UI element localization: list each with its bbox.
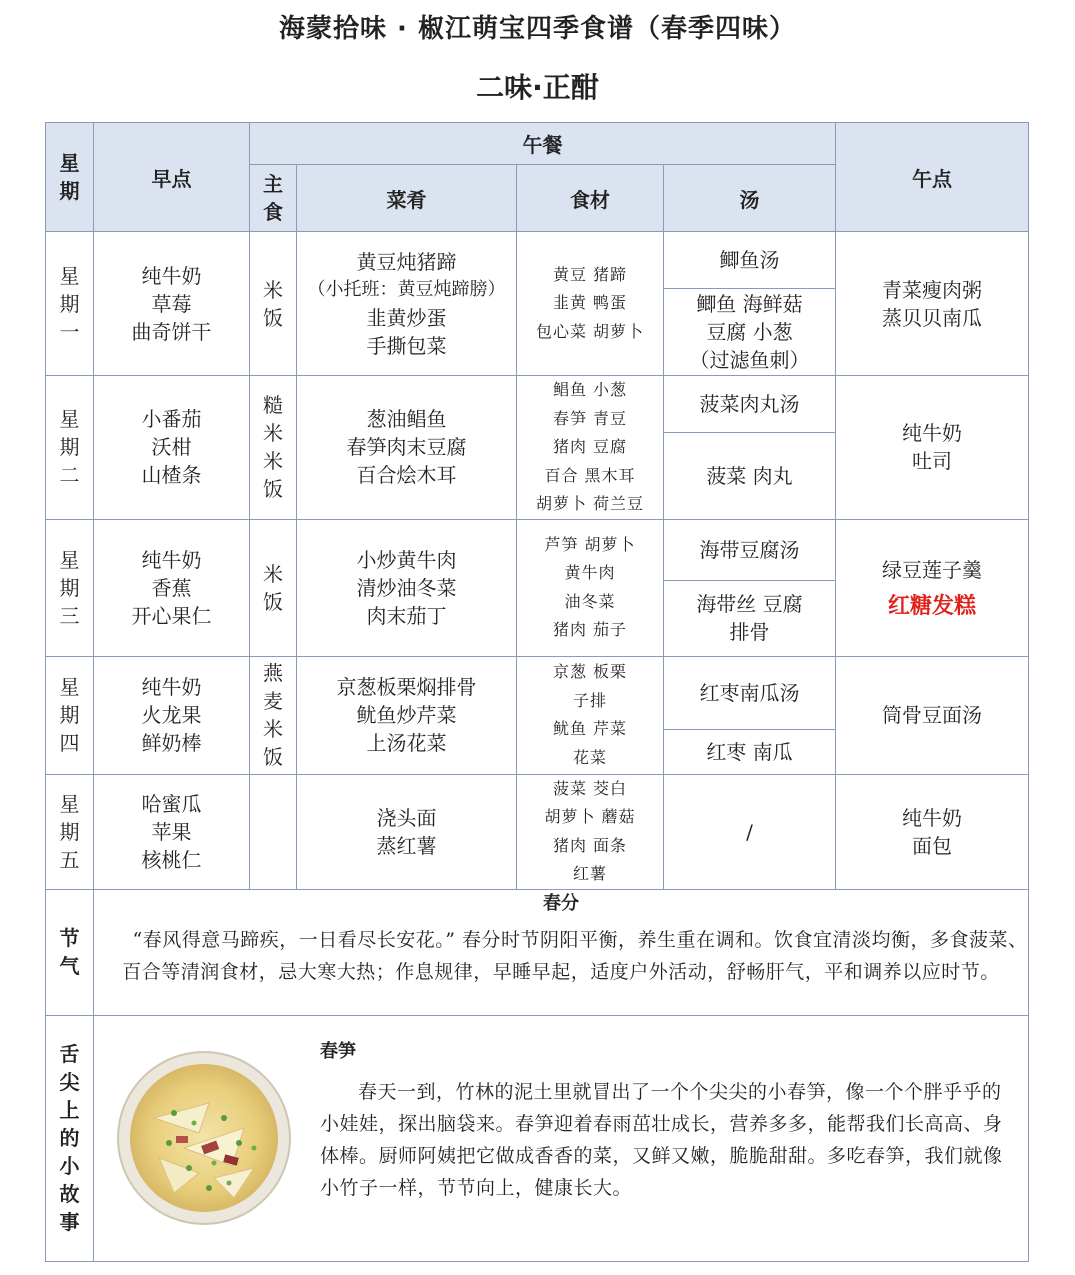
- soup-cell: [664, 232, 836, 376]
- snack-item: 绿豆莲子羹: [882, 557, 982, 582]
- story-label: [46, 1015, 94, 1261]
- dishes-cell: [297, 376, 517, 520]
- menu-row: [46, 232, 1029, 376]
- breakfast-cell: [94, 774, 250, 889]
- day-label: 星 期 三: [59, 547, 80, 628]
- staple-cell: [250, 232, 297, 376]
- soup-cell: /: [664, 774, 836, 889]
- day-cell: [46, 774, 94, 889]
- staple-label: 糙 米 米 饭: [263, 393, 283, 502]
- header-lunch: 午餐: [250, 123, 836, 165]
- soup-ingredients: [664, 730, 835, 774]
- soup-ingredient-item: 海带丝 豆腐: [696, 592, 803, 616]
- dish-item: 蒸红薯: [376, 833, 437, 858]
- dish-item: 韭黄炒蛋: [366, 305, 447, 330]
- ingredient-item: 胡萝卜 荷兰豆: [535, 494, 645, 513]
- snack-cell: [836, 656, 1029, 774]
- story-text: 春天一到，竹林的泥土里就冒出了一个个尖尖的小春笋，像一个个胖乎乎的小娃娃，探出脑袋来。春笋迎着春雨茁壮成长，营养多多，能帮我们长高高、身体棒。厨师阿姨把它做成香香的菜，又鲜又嫩，脆脆甜甜。多吃春笋，我们就像小竹子一样，节节向上，健康长大。: [320, 1080, 1003, 1199]
- story-label-text: 舌 尖 上 的 小 故 事: [59, 1042, 80, 1234]
- ingredients-cell: [517, 656, 664, 774]
- day-cell: [46, 519, 94, 656]
- story-heading: 春笋: [320, 1040, 356, 1062]
- ingredients-cell: [517, 232, 664, 376]
- soup-name: 红枣南瓜汤: [664, 657, 835, 730]
- ingredient-item: 花菜: [572, 747, 607, 767]
- soup-ingredient-item: 菠菜 肉丸: [706, 463, 793, 488]
- dish-item: 清炒油冬菜: [356, 575, 457, 600]
- snack-cell: [836, 519, 1029, 656]
- solar-term-text: “春风得意马蹄疾，一日看尽长安花。” 春分时节阴阳平衡，养生重在调和。饮食宜清淡均衡，多食菠菜、百合等清润食材，忌大寒大热；作息规律，早睡早起，适度户外活动，舒畅肝气，平和调养以应时节。: [122, 928, 1028, 983]
- ingredient-item: 鲳鱼 小葱: [552, 380, 628, 399]
- dish-item: 京葱板栗焖排骨: [336, 675, 477, 699]
- solar-term-row: [46, 889, 1029, 1015]
- header-ingredients: 食材: [517, 165, 664, 232]
- staple-cell: [250, 774, 297, 889]
- dish-item: 葱油鲳鱼: [366, 407, 447, 432]
- ingredients-cell: [517, 376, 664, 520]
- snack-highlight: 红糖发糕: [887, 592, 976, 619]
- menu-body: [46, 232, 1029, 890]
- ingredient-item: 包心菜 胡萝卜: [535, 321, 645, 341]
- soup-ingredient-item: 豆腐 小葱: [706, 320, 793, 344]
- menu-row: [46, 774, 1029, 889]
- dishes-cell: [297, 232, 517, 376]
- dish-item: 百合烩木耳: [356, 463, 457, 488]
- menu-row: [46, 519, 1029, 656]
- ingredients-cell: [517, 519, 664, 656]
- ingredient-item: 芦笋 胡萝卜: [544, 534, 636, 554]
- ingredient-item: 百合 黑木耳: [544, 465, 636, 485]
- breakfast-item: 哈蜜瓜: [141, 791, 202, 816]
- breakfast-item: 香蕉: [151, 575, 192, 600]
- day-cell: [46, 656, 94, 774]
- dish-item: 黄豆炖猪蹄: [356, 249, 457, 274]
- day-cell: [46, 232, 94, 376]
- breakfast-item: 纯牛奶: [141, 675, 202, 699]
- snack-cell: [836, 232, 1029, 376]
- ingredient-item: 菠菜 茭白: [552, 778, 628, 798]
- ingredient-item: 鱿鱼 芹菜: [552, 719, 628, 738]
- ingredient-item: 春笋 青豆: [552, 408, 628, 428]
- header-day-text: 星 期: [59, 151, 80, 203]
- snack-item: 青菜瘦肉粥: [882, 277, 982, 302]
- soup-ingredient-item: 红枣 南瓜: [706, 739, 793, 764]
- breakfast-cell: [94, 232, 250, 376]
- dish-item: 鱿鱼炒芹菜: [356, 703, 457, 727]
- breakfast-item: 火龙果: [141, 703, 202, 727]
- breakfast-item: 核桃仁: [141, 847, 202, 872]
- day-label: 星 期 一: [59, 263, 80, 344]
- ingredient-item: 猪肉 豆腐: [552, 437, 628, 456]
- dish-item: 浇头面: [376, 805, 437, 830]
- header-soup: 汤: [664, 165, 836, 232]
- soup-name: 菠菜肉丸汤: [664, 376, 835, 433]
- breakfast-cell: [94, 519, 250, 656]
- soup-ingredient-item: 鲫鱼 海鲜菇: [696, 292, 803, 316]
- dish-item: （小托班：黄豆炖蹄膀）: [307, 278, 506, 300]
- day-label: 星 期 五: [59, 791, 80, 872]
- breakfast-item: 纯牛奶: [141, 263, 202, 288]
- day-label: 星 期 二: [59, 407, 80, 488]
- ingredient-item: 胡萝卜 蘑菇: [544, 807, 636, 826]
- breakfast-item: 山楂条: [141, 463, 202, 488]
- soup-ingredient-item: 排骨: [729, 620, 770, 644]
- soup-ingredient-item: （过滤鱼刺）: [689, 348, 810, 372]
- solar-term-label-text: 节 气: [59, 926, 80, 978]
- ingredient-item: 油冬菜: [564, 591, 616, 611]
- staple-label: 燕 麦 米 饭: [263, 661, 283, 769]
- breakfast-item: 苹果: [151, 819, 192, 844]
- header-dishes: 菜肴: [297, 165, 517, 232]
- ingredient-item: 黄豆 猪蹄: [552, 264, 628, 284]
- page-subtitle: 二味·正酣: [476, 71, 599, 104]
- staple-cell: [250, 519, 297, 656]
- staple-label: 米 饭: [263, 277, 283, 330]
- breakfast-item: 纯牛奶: [141, 547, 202, 572]
- dish-item: 小炒黄牛肉: [356, 547, 457, 572]
- soup-cell: [664, 519, 836, 656]
- breakfast-item: 开心果仁: [131, 603, 212, 628]
- soup-ingredients: [664, 581, 835, 656]
- menu-row: [46, 656, 1029, 774]
- dish-item: 上汤花菜: [366, 731, 447, 755]
- dish-item: 手撕包菜: [366, 333, 447, 358]
- soup-name: 鲫鱼汤: [664, 232, 835, 289]
- breakfast-cell: [94, 376, 250, 520]
- breakfast-cell: [94, 656, 250, 774]
- ingredient-item: 猪肉 面条: [552, 835, 628, 855]
- day-cell: [46, 376, 94, 520]
- ingredient-item: 韭黄 鸭蛋: [552, 293, 628, 313]
- solar-term-heading: 春分: [543, 892, 579, 914]
- ingredient-item: 子排: [572, 690, 607, 710]
- solar-term-label: [46, 889, 94, 1015]
- header-snack: 午点: [836, 123, 1029, 232]
- snack-item: 纯牛奶: [902, 805, 962, 830]
- soup-ingredients: [664, 289, 835, 375]
- menu-table: [45, 122, 1029, 1262]
- day-label: 星 期 四: [59, 675, 80, 755]
- staple-cell: [250, 656, 297, 774]
- story-content: [94, 1015, 1029, 1261]
- snack-cell: [836, 774, 1029, 889]
- ingredient-item: 猪肉 茄子: [552, 620, 628, 639]
- snack-item: 蒸贝贝南瓜: [882, 305, 982, 330]
- soup-cell: [664, 376, 836, 520]
- ingredient-item: 红薯: [572, 864, 607, 883]
- dish-item: 春笋肉末豆腐: [346, 435, 467, 460]
- breakfast-item: 沃柑: [151, 435, 192, 460]
- breakfast-item: 曲奇饼干: [131, 319, 212, 344]
- snack-cell: [836, 376, 1029, 520]
- breakfast-item: 草莓: [151, 291, 192, 316]
- solar-term-content: [94, 889, 1029, 1015]
- ingredient-item: 京葱 板栗: [552, 662, 628, 681]
- soup-ingredients: [664, 433, 835, 518]
- snack-item: 面包: [912, 833, 952, 858]
- header-breakfast: 早点: [94, 123, 250, 232]
- header-day: [46, 123, 94, 232]
- dishes-cell: [297, 656, 517, 774]
- bamboo-shoot-dish-image: [114, 1048, 294, 1228]
- snack-item: 纯牛奶: [902, 421, 962, 446]
- header-staple-text: 主 食: [263, 172, 283, 224]
- ingredient-item: 黄牛肉: [564, 563, 616, 582]
- dishes-cell: [297, 774, 517, 889]
- story-row: [46, 1015, 1029, 1261]
- ingredients-cell: [517, 774, 664, 889]
- header-staple: [250, 165, 297, 232]
- staple-cell: [250, 376, 297, 520]
- staple-label: 米 饭: [263, 561, 283, 614]
- soup-cell: [664, 656, 836, 774]
- dish-item: 肉末茄丁: [366, 603, 447, 628]
- page-title: 海蒙拾味 · 椒江萌宝四季食谱（春季四味）: [279, 14, 796, 44]
- soup-name: 海带豆腐汤: [664, 520, 835, 581]
- breakfast-item: 小番茄: [141, 407, 202, 432]
- breakfast-item: 鲜奶棒: [141, 731, 202, 755]
- dishes-cell: [297, 519, 517, 656]
- menu-row: [46, 376, 1029, 520]
- snack-item: 筒骨豆面汤: [882, 703, 982, 727]
- snack-item: 吐司: [912, 449, 952, 474]
